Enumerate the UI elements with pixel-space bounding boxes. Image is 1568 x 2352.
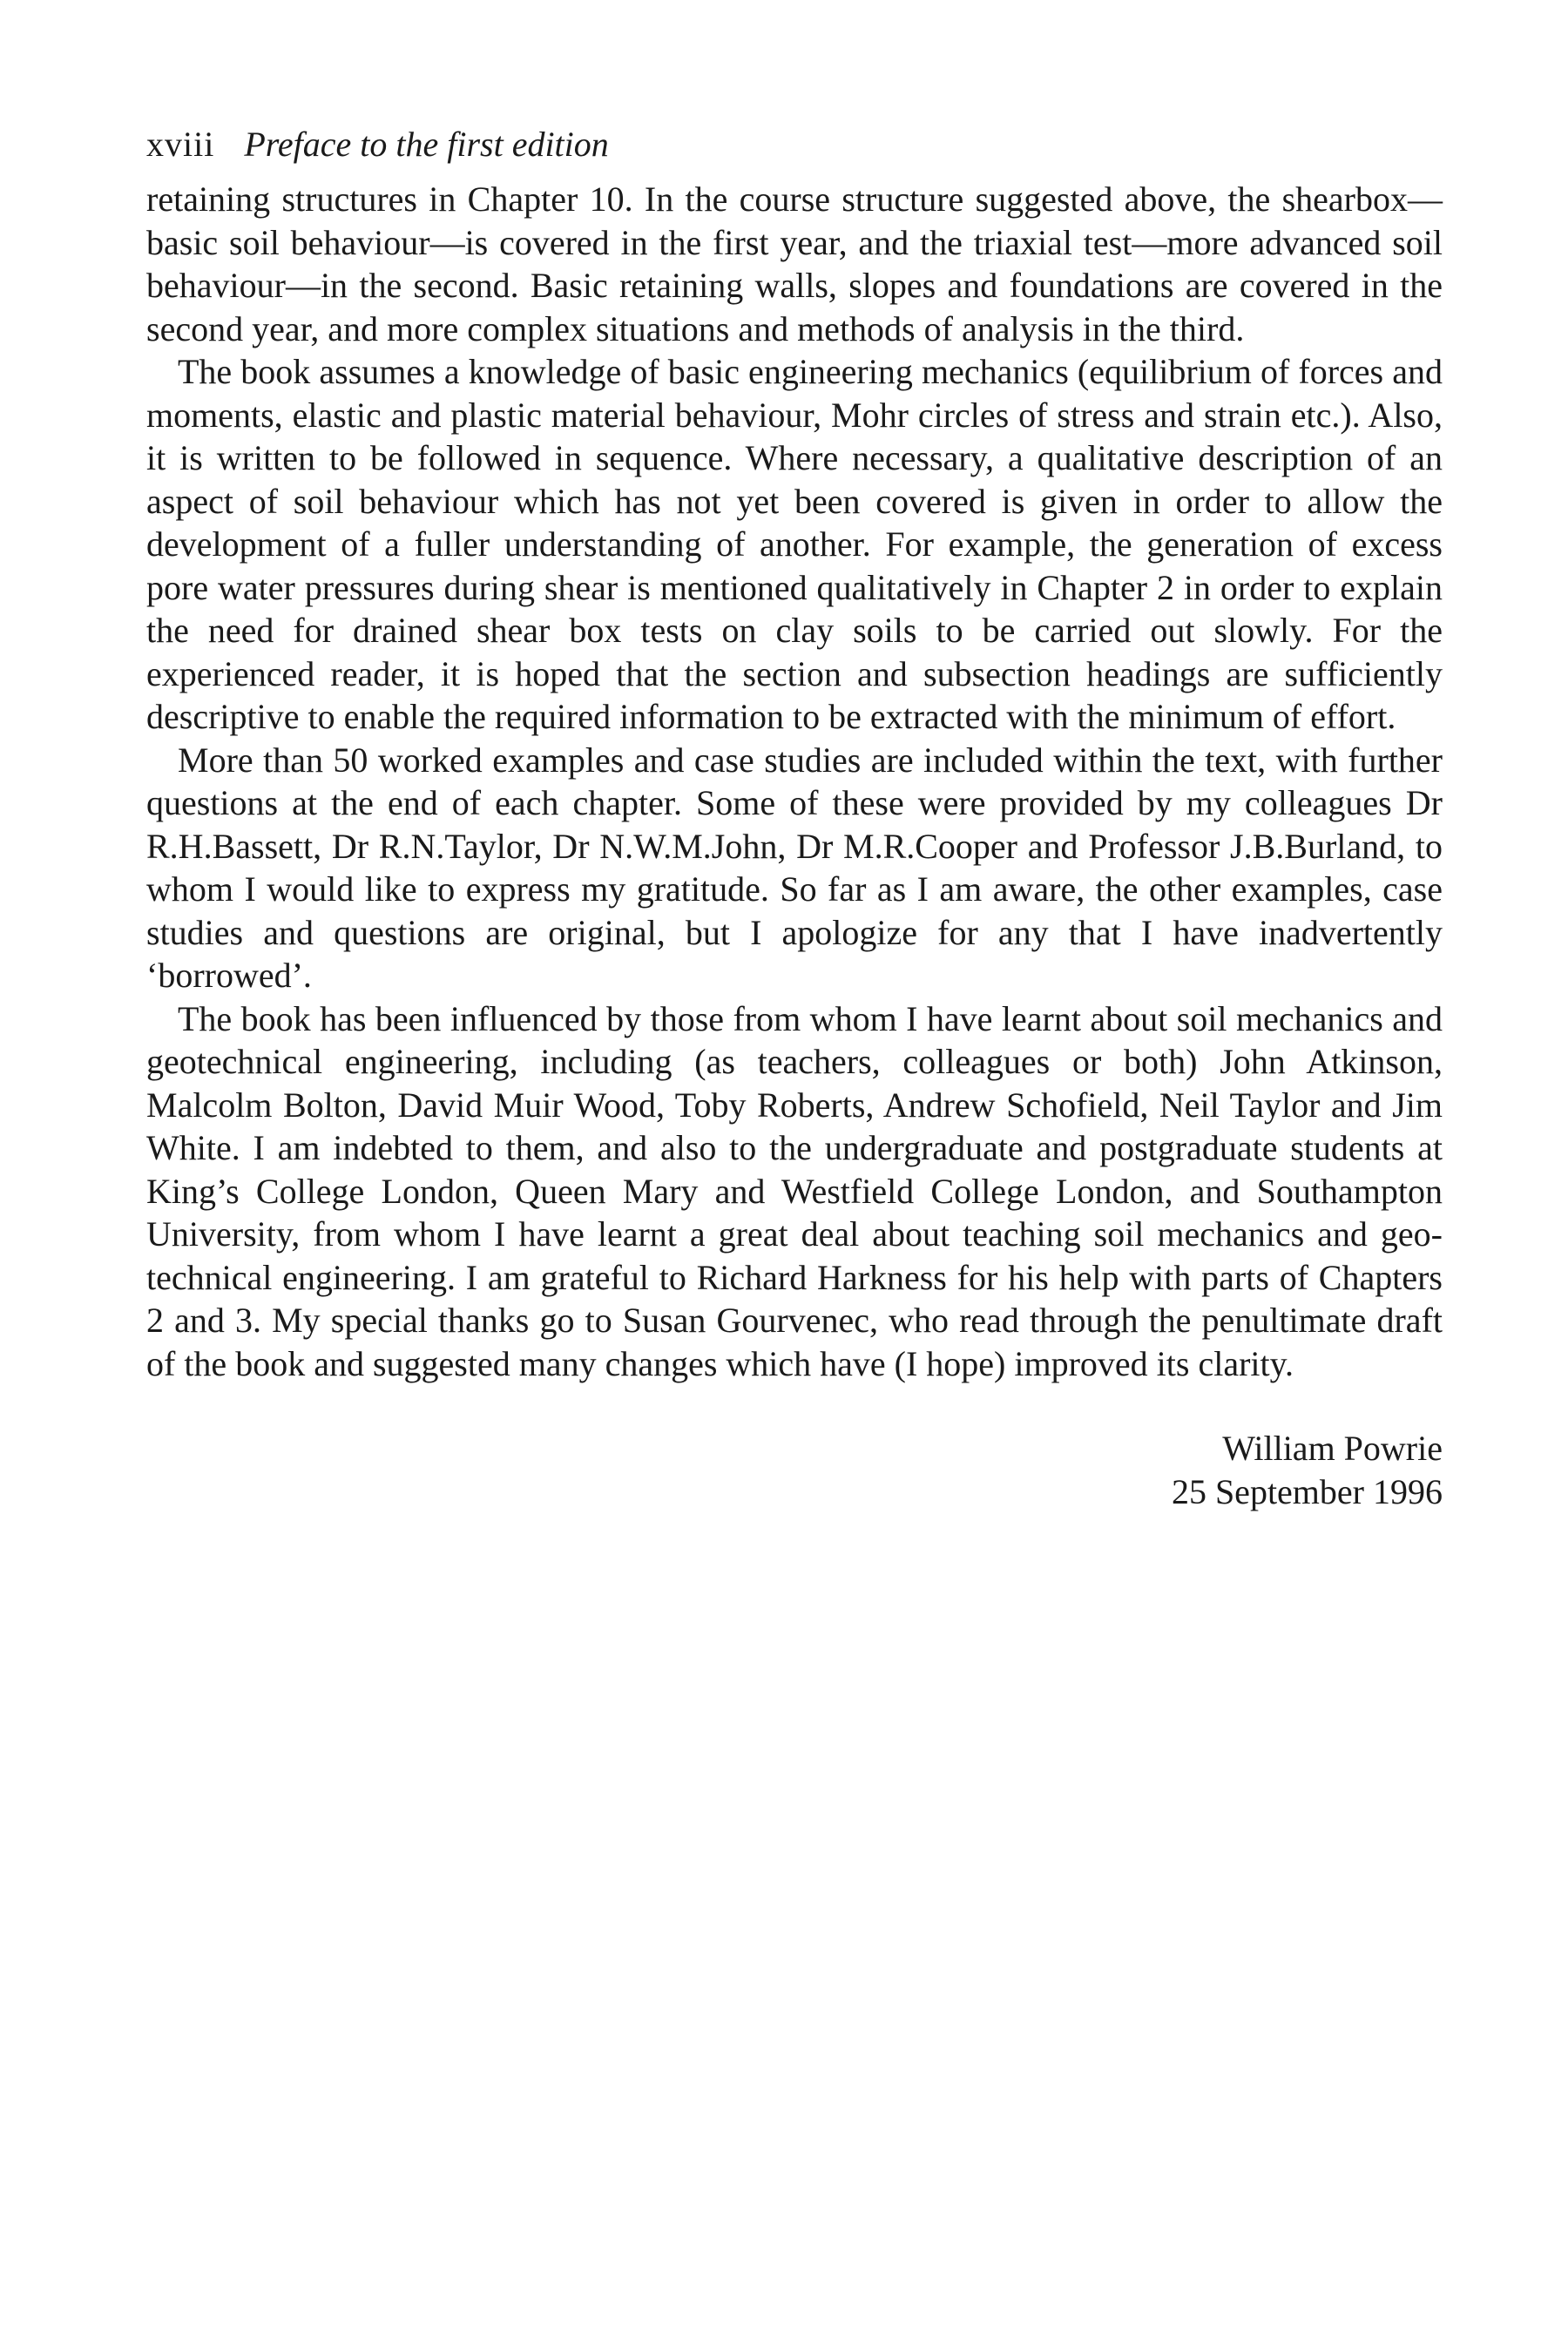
signature-block [146, 1427, 1443, 1513]
paragraph: The book has been influenced by those from whom I have learnt about soil mechanics and geotechnical engineering, including (as teachers, colleagues or both) John Atkinson, Malcolm Bolton, David Muir Wood, Toby Roberts, Andrew Schofield, Neil Taylor and Jim White. I am indebted to them, and also to the undergraduate and postgraduate students at King’s College London, Queen Mary and Westfield College London, and Southampton University, from whom I have learnt a great deal about teaching soil mechanics and geotechnical engineering. I am grateful to Richard Harkness for his help with parts of Chapters 2 and 3. My special thanks go to Susan Gourvenec, who read through the penultimate draft of the book and suggested many changes which have (I hope) improved its clarity. [146, 998, 1443, 1383]
running-head-title: Preface to the first edition [244, 125, 609, 164]
preface-body [146, 178, 1443, 1385]
running-head [146, 112, 1443, 178]
paragraph-continued: retaining structures in Chapter 10. In the course structure suggested above, the shearbox—basic soil behaviour—is covered in the first year, and the triaxial test—more advanced soil behaviour—in the second. Basic retaining walls, slopes and foundations are covered in the second year, and more complex situations and methods of analysis in the third. [146, 179, 1443, 348]
page-number: xviii [146, 125, 215, 164]
book-page [146, 112, 1443, 1513]
paragraph: More than 50 worked examples and case studies are included within the text, with further questions at the end of each chapter. Some of these were provided by my colleagues Dr R.H.Bassett, Dr R.N.Taylor, Dr N.W.M.John, Dr M.R.Cooper and Professor J.B.Burland, to whom I would like to express my gratitude. So far as I am aware, the other examples, case studies and questions are original, but I apologize for any that I have inadvertently ‘borrowed’. [146, 740, 1443, 995]
signature-date: 25 September 1996 [1171, 1471, 1443, 1511]
author-name: William Powrie [1222, 1429, 1443, 1468]
paragraph: The book assumes a knowledge of basic engineering mechanics (equilibrium of forces and moments, elastic and plastic material behaviour, Mohr circles of stress and strain etc.). Also, it is written to be followed in sequence. Where necessary, a qualitative description of an aspect of soil behaviour which has not yet been covered is given in order to allow the development of a fuller understanding of another. For example, the generation of excess pore water pressures during shear is mentioned qualitatively in Chapter 2 in order to explain the need for drained shear box tests on clay soils to be carried out slowly. For the experienced reader, it is hoped that the section and subsection headings are sufficiently descriptive to enable the required information to be extracted with the minimum of effort. [146, 352, 1443, 736]
